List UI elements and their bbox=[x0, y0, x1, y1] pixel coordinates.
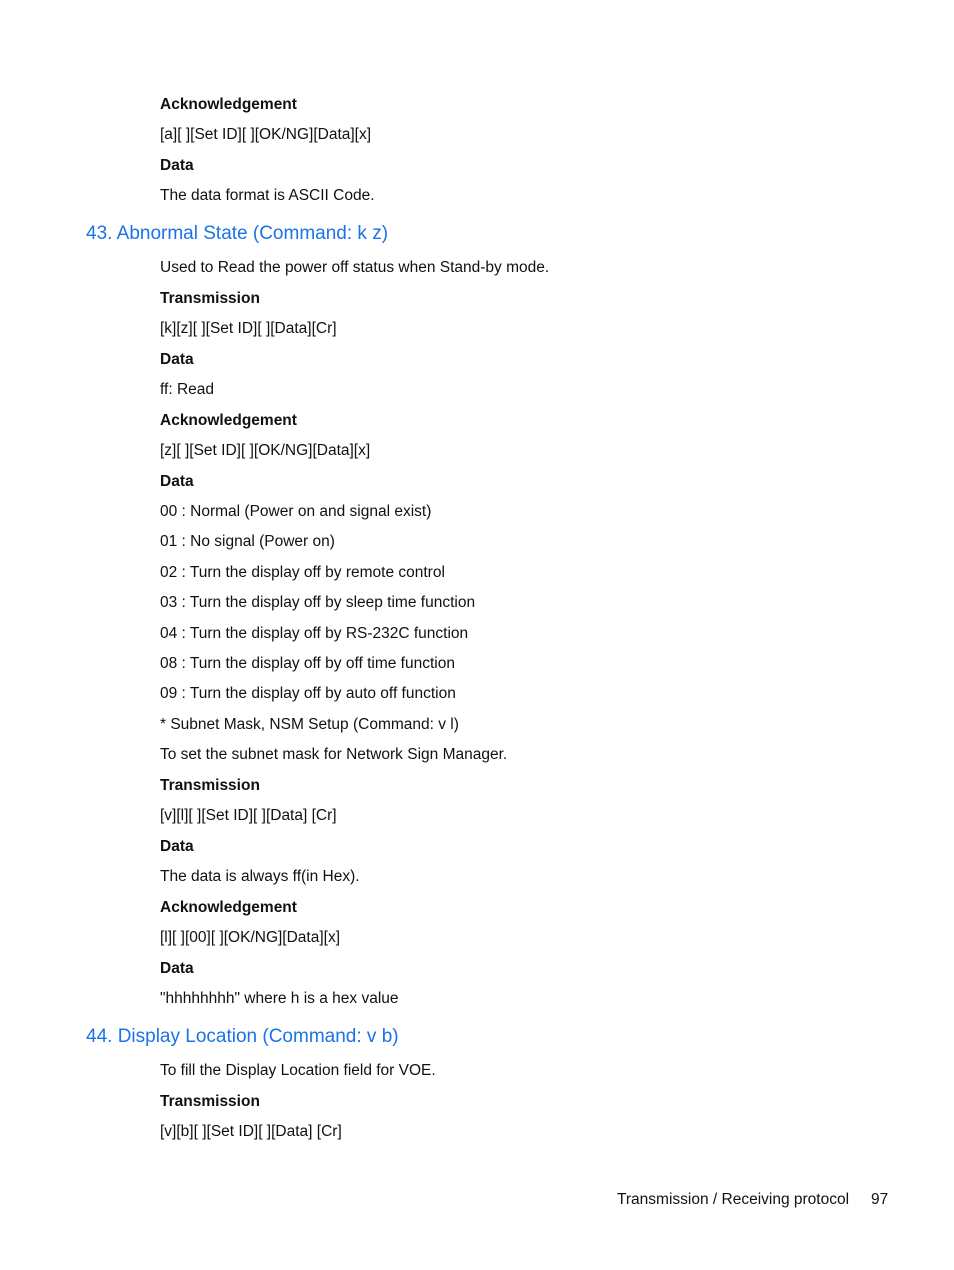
page-footer bbox=[617, 1190, 888, 1210]
data-value: "hhhhhhhh" where h is a hex value bbox=[160, 990, 399, 1007]
section-44-description: To fill the Display Location field for VOE. bbox=[160, 1062, 436, 1079]
transmission-label: Transmission bbox=[160, 290, 260, 307]
transmission-label: Transmission bbox=[160, 777, 260, 794]
section-44-heading: 44. Display Location (Command: v b) bbox=[86, 1026, 399, 1047]
ack-label: Acknowledgement bbox=[160, 412, 297, 429]
data-label: Data bbox=[160, 157, 194, 174]
state-item: 03 : Turn the display off by sleep time function bbox=[160, 594, 476, 611]
state-item: 09 : Turn the display off by auto off function bbox=[160, 685, 456, 702]
data-value: The data format is ASCII Code. bbox=[160, 187, 375, 204]
data-label: Data bbox=[160, 473, 194, 490]
ack-value: [z][ ][Set ID][ ][OK/NG][Data][x] bbox=[160, 442, 371, 459]
state-item: 01 : No signal (Power on) bbox=[160, 533, 335, 550]
subnet-description: To set the subnet mask for Network Sign Manager. bbox=[160, 746, 508, 763]
transmission-value: [v][l][ ][Set ID][ ][Data] [Cr] bbox=[160, 807, 337, 824]
transmission-label: Transmission bbox=[160, 1093, 260, 1110]
ack-value: [l][ ][00][ ][OK/NG][Data][x] bbox=[160, 929, 341, 946]
data-label: Data bbox=[160, 838, 194, 855]
state-item: 04 : Turn the display off by RS-232C function bbox=[160, 625, 469, 642]
ack-label: Acknowledgement bbox=[160, 899, 297, 916]
transmission-value: [v][b][ ][Set ID][ ][Data] [Cr] bbox=[160, 1123, 342, 1140]
ack-label: Acknowledgement bbox=[160, 96, 297, 113]
section-43-heading: 43. Abnormal State (Command: k z) bbox=[86, 223, 389, 244]
data-value: ff: Read bbox=[160, 381, 215, 398]
state-item: 02 : Turn the display off by remote control bbox=[160, 564, 445, 581]
data-value: The data is always ff(in Hex). bbox=[160, 868, 360, 885]
section-43-description: Used to Read the power off status when Stand-by mode. bbox=[160, 259, 550, 276]
footer-chapter: Transmission / Receiving protocol bbox=[617, 1191, 850, 1208]
ack-value: [a][ ][Set ID][ ][OK/NG][Data][x] bbox=[160, 126, 372, 143]
data-label: Data bbox=[160, 960, 194, 977]
transmission-value: [k][z][ ][Set ID][ ][Data][Cr] bbox=[160, 320, 337, 337]
state-item: 00 : Normal (Power on and signal exist) bbox=[160, 503, 432, 520]
page-number: 97 bbox=[871, 1191, 889, 1208]
subnet-title: * Subnet Mask, NSM Setup (Command: v l) bbox=[160, 716, 459, 733]
state-item: 08 : Turn the display off by off time function bbox=[160, 655, 455, 672]
data-label: Data bbox=[160, 351, 194, 368]
